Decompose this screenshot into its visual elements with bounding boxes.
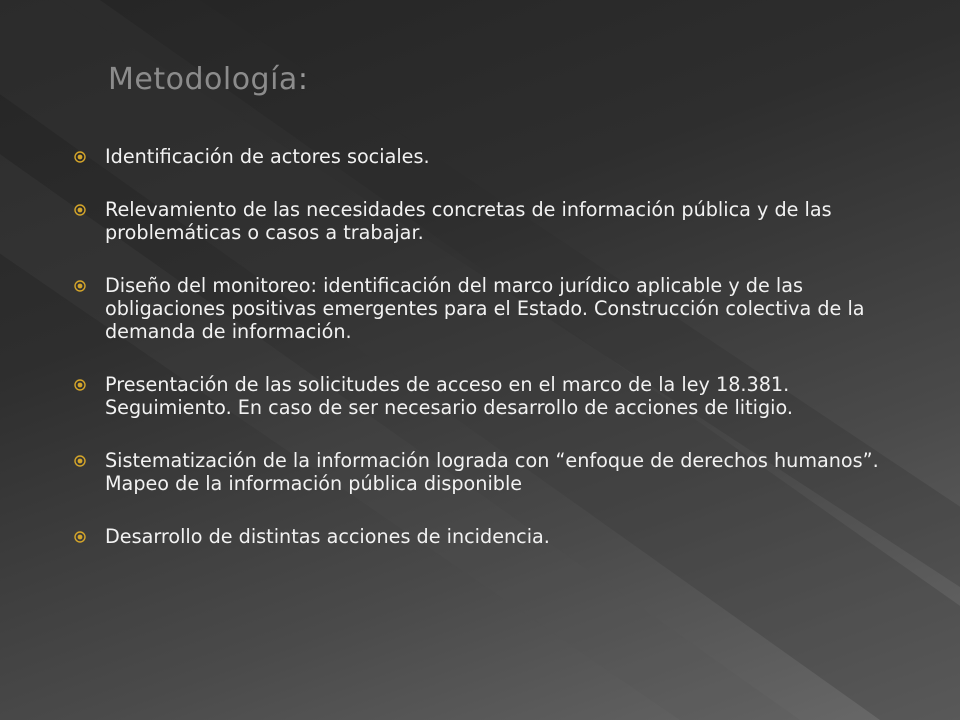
slide-title-text: Metodología [108,62,298,97]
bullet-text: Diseño del monitoreo: identificación del marco jurídico aplicable y de las obligaciones positivas emergentes para el Estado. Construcción colectiva de la demanda de información. [105,274,865,343]
bullet-item [70,145,900,168]
slide-title-colon: : [297,62,309,97]
bullet-item [70,449,900,495]
bullet-item [70,525,900,548]
circled-dot-bullet-icon [74,531,86,543]
circled-dot-bullet-icon [74,204,86,216]
bullet-item [70,198,900,244]
bullet-text: Desarrollo de distintas acciones de incidencia. [105,525,550,548]
circled-dot-bullet-icon [74,455,86,467]
bullet-text: Relevamiento de las necesidades concretas de información pública y de las problemáticas o casos a trabajar. [105,198,832,244]
circled-dot-bullet-icon [74,280,86,292]
bullet-text: Presentación de las solicitudes de acceso en el marco de la ley 18.381. Seguimiento. En caso de ser necesario desarrollo de acciones de litigio. [105,373,793,419]
bullet-item [70,373,900,419]
bullet-text: Sistematización de la información lograda con “enfoque de derechos humanos”. Mapeo de la información pública disponible [105,449,879,495]
bullet-text: Identificación de actores sociales. [105,145,430,168]
circled-dot-bullet-icon [74,151,86,163]
bullet-item [70,274,900,343]
circled-dot-bullet-icon [74,379,86,391]
slide-title [108,62,308,97]
bullet-list [70,145,900,578]
